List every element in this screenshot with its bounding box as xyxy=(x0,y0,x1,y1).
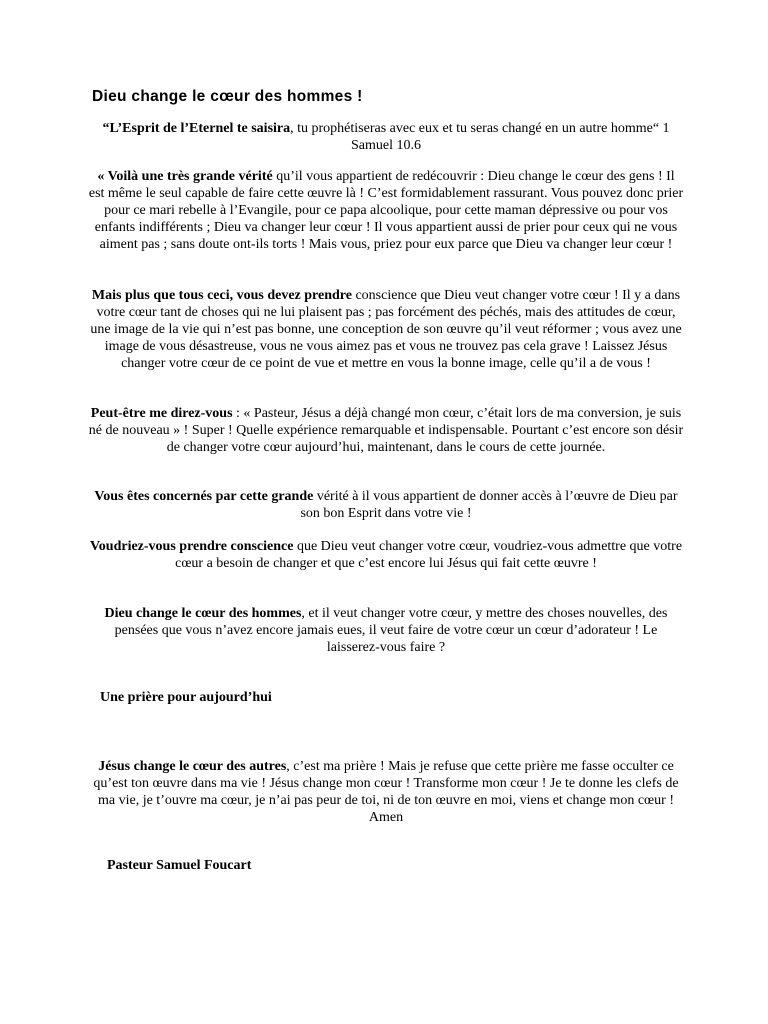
paragraph-6-text: , et il veut changer votre cœur, y mettre des choses nouvelles, des pensées que vous n’avez encore jamais eues, il veut faire de votre cœur un cœur d’adorateur ! Le laisserez-vous faire ? xyxy=(114,606,668,655)
signature: Pasteur Samuel Foucart xyxy=(107,858,252,873)
prayer-bold: Jésus change le cœur des autres xyxy=(98,759,287,774)
verse-text: , tu prophétiseras avec eux et tu seras changé en un autre homme“ 1 Samuel 10.6 xyxy=(290,121,670,153)
prayer-text: , c’est ma prière ! Mais je refuse que cette prière me fasse occulter ce qu’est ton œuvre dans ma vie ! Jésus change mon cœur ! Transforme mon cœur ! Je te donne les clefs de ma vie, je t’ouvre ma cœur, je n’ai pas peur de toi, ni de ton œuvre en moi, viens et change mon cœur ! Amen xyxy=(93,759,679,825)
paragraph-3 xyxy=(88,405,684,456)
paragraph-3-bold: Peut-être me direz-vous xyxy=(90,406,233,421)
paragraph-6-bold: Dieu change le cœur des hommes xyxy=(104,606,302,621)
prayer-paragraph xyxy=(88,758,684,826)
paragraph-5 xyxy=(88,538,684,572)
paragraph-1-text: qu’il vous appartient de redécouvrir : Dieu change le cœur des gens ! Il est même le seul capable de faire cette œuvre là ! C’est formidablement rassurant. Vous pouvez donc prier pour ce mari rebelle à l’Evangile, pour ce papa alcoolique, pour cette maman dépressive ou pour vos enfants indifférents ; Dieu va changer leur cœur ! Il vous appartient aussi de prier pour ceux qui ne vous aiment pas ; sans doute ont-ils torts ! Mais vous, priez pour eux parce que Dieu va changer leur cœur ! xyxy=(88,169,684,252)
paragraph-4 xyxy=(88,488,684,522)
paragraph-5-bold: Voudriez-vous prendre conscience xyxy=(89,539,294,554)
verse-paragraph xyxy=(88,120,684,154)
paragraph-1-bold: « Voilà une très grande vérité xyxy=(97,169,273,184)
paragraph-4-text: vérité à il vous appartient de donner accès à l’œuvre de Dieu par son bon Esprit dans votre vie ! xyxy=(300,489,678,521)
paragraph-6 xyxy=(88,605,684,656)
paragraph-1 xyxy=(88,168,684,253)
paragraph-2-text: conscience que Dieu veut changer votre cœur ! Il y a dans votre cœur tant de choses qui ne lui plaisent pas ; pas forcément des péchés, mais des attitudes de cœur, une image de la vie qui n’est pas bonne, une conception de son œuvre qu’il veut réformer ; vous avez une image de vous désastreuse, vous ne vous aimez pas et vous ne trouvez pas cela grave ! Laissez Jésus changer votre cœur de ce point de vue et mettre en vous la bonne image, celle qu’il a de vous ! xyxy=(90,288,682,371)
paragraph-4-bold: Vous êtes concernés par cette grande xyxy=(94,489,314,504)
verse-bold: “L’Esprit de l’Eternel te saisira xyxy=(102,121,291,136)
document-title: Dieu change le cœur des hommes ! xyxy=(92,88,363,105)
prayer-heading: Une prière pour aujourd’hui xyxy=(100,690,272,705)
paragraph-5-text: que Dieu veut changer votre cœur, voudriez-vous admettre que votre cœur a besoin de changer et que c’est encore lui Jésus qui fait cette œuvre ! xyxy=(175,539,683,571)
paragraph-2-bold: Mais plus que tous ceci, vous devez prendre xyxy=(91,288,352,303)
paragraph-2 xyxy=(88,287,684,372)
paragraph-3-text: : « Pasteur, Jésus a déjà changé mon cœur, c’était lors de ma conversion, je suis né de nouveau » ! Super ! Quelle expérience remarquable et indispensable. Pourtant c’est encore son désir de changer votre cœur aujourd’hui, maintenant, dans le cours de cette journée. xyxy=(88,406,684,455)
